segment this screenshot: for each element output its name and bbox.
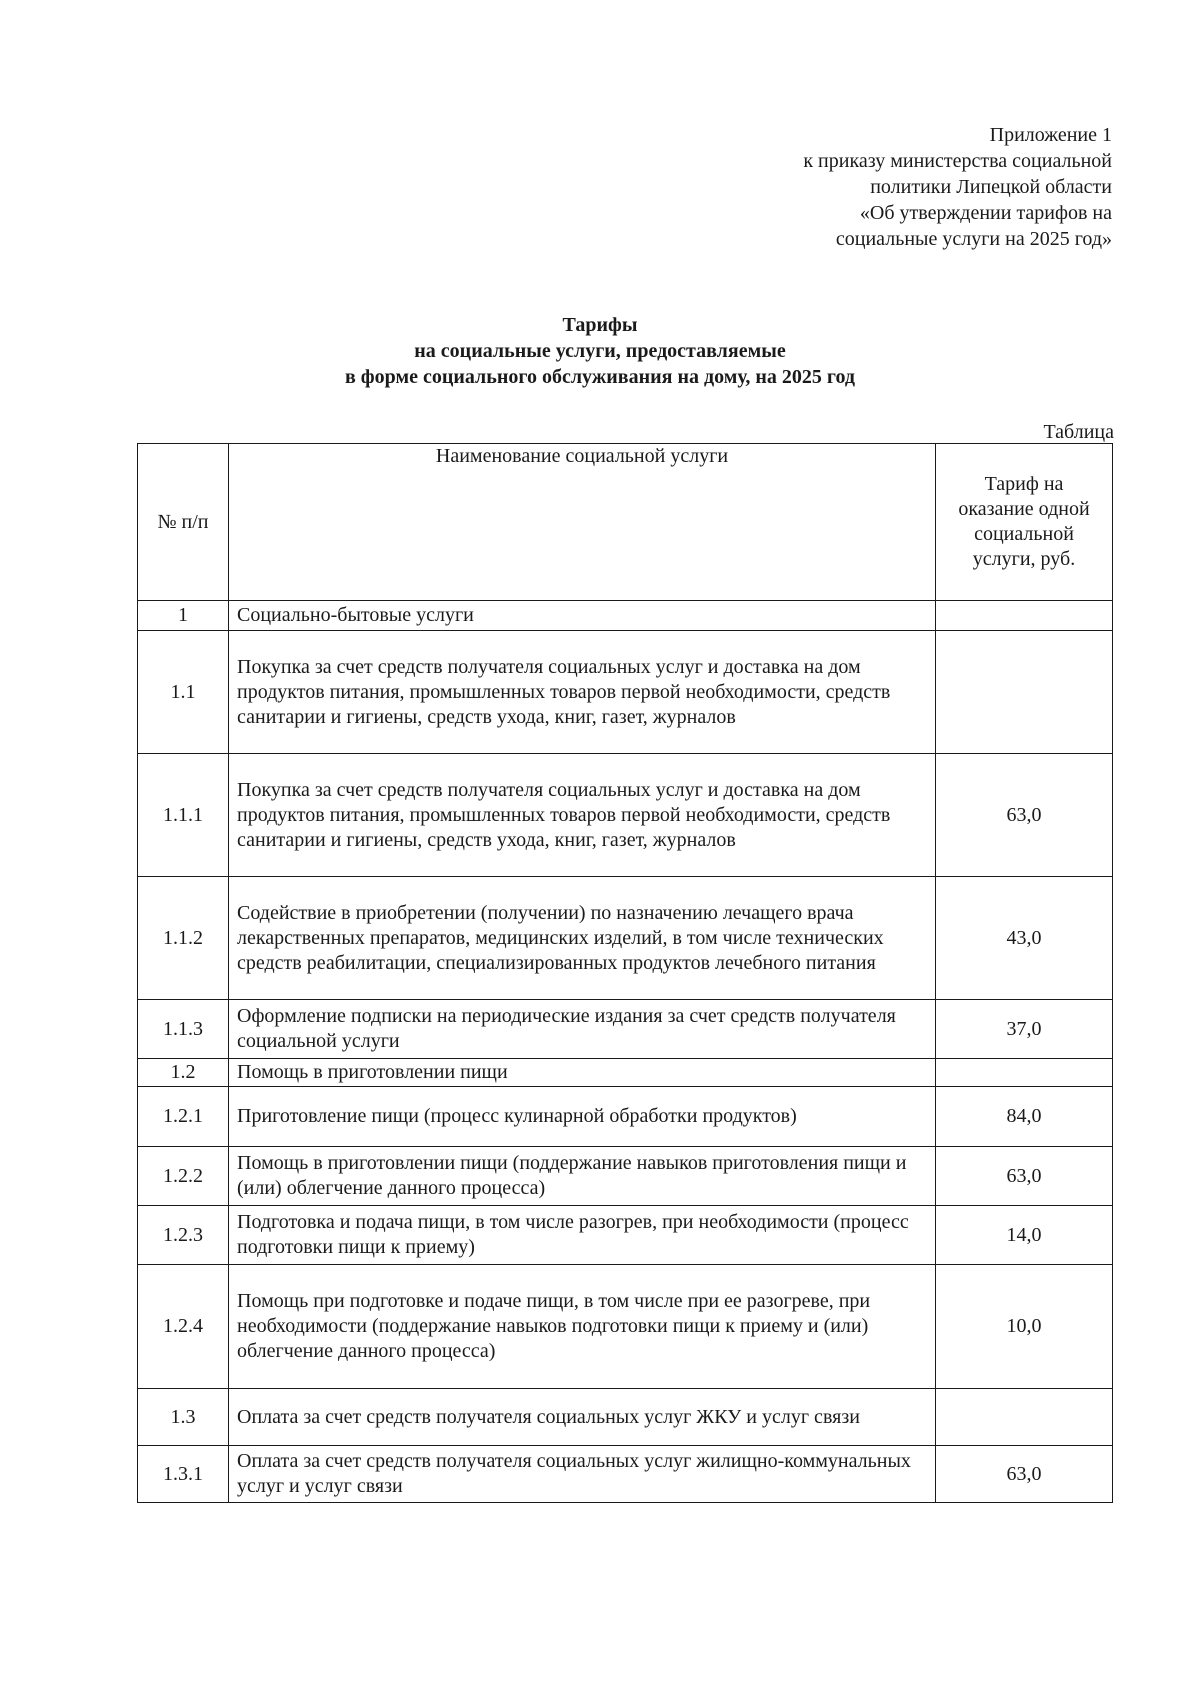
table-row — [138, 1206, 1113, 1265]
header-tariff-line: социальной — [974, 523, 1074, 545]
table-row — [138, 1389, 1113, 1446]
row-name: Социально-бытовые услуги — [229, 601, 936, 631]
table-header-row — [138, 444, 1113, 601]
row-num: 1.2.3 — [138, 1206, 229, 1265]
row-name: Покупка за счет средств получателя социальных услуг и доставка на дом продуктов питания, промышленных товаров первой необходимости, средств санитарии и гигиены, средств ухода, книг, газет, журналов — [229, 754, 936, 877]
table-row — [138, 601, 1113, 631]
row-num: 1.1.1 — [138, 754, 229, 877]
row-num: 1.1.2 — [138, 877, 229, 1000]
row-num: 1.2.1 — [138, 1087, 229, 1147]
header-tariff-line: услуги, руб. — [972, 548, 1076, 570]
table-row — [138, 1059, 1113, 1087]
row-tariff: 63,0 — [936, 1446, 1113, 1503]
row-tariff — [936, 601, 1113, 631]
table-caption: Таблица — [1043, 421, 1114, 443]
document-title — [0, 312, 1200, 390]
row-num: 1.1.3 — [138, 1000, 229, 1059]
header-tariff-line: Тариф на — [984, 473, 1064, 495]
row-num: 1.1 — [138, 631, 229, 754]
row-name: Содействие в приобретении (получении) по назначению лечащего врача лекарственных препаратов, медицинских изделий, в том числе технических средств реабилитации, специализированных продуктов лечебного питания — [229, 877, 936, 1000]
title-line-3: в форме социального обслуживания на дому, на 2025 год — [344, 366, 856, 388]
row-name: Оформление подписки на периодические издания за счет средств получателя социальной услуги — [229, 1000, 936, 1059]
header-name: Наименование социальной услуги — [229, 444, 936, 601]
row-name: Приготовление пищи (процесс кулинарной обработки продуктов) — [229, 1087, 936, 1147]
row-num: 1.3.1 — [138, 1446, 229, 1503]
title-line-2: на социальные услуги, предоставляемые — [414, 340, 786, 362]
row-name: Покупка за счет средств получателя социальных услуг и доставка на дом продуктов питания, промышленных товаров первой необходимости, средств санитарии и гигиены, средств ухода, книг, газет, журналов — [229, 631, 936, 754]
row-name: Помощь при подготовке и подаче пищи, в том числе при ее разогреве, при необходимости (поддержание навыков подготовки пищи к приему и (или) облегчение данного процесса) — [229, 1265, 936, 1389]
appendix-line: Приложение 1 — [989, 124, 1112, 146]
row-tariff: 43,0 — [936, 877, 1113, 1000]
row-num: 1 — [138, 601, 229, 631]
row-name: Помощь в приготовлении пищи (поддержание навыков приготовления пищи и (или) облегчение данного процесса) — [229, 1147, 936, 1206]
table-row — [138, 1446, 1113, 1503]
row-tariff: 63,0 — [936, 1147, 1113, 1206]
row-name: Оплата за счет средств получателя социальных услуг жилищно-коммунальных услуг и услуг связи — [229, 1446, 936, 1503]
table-row — [138, 1265, 1113, 1389]
row-tariff: 37,0 — [936, 1000, 1113, 1059]
header-tariff-line: оказание одной — [958, 498, 1090, 520]
row-tariff: 63,0 — [936, 754, 1113, 877]
appendix-line: социальные услуги на 2025 год» — [835, 228, 1112, 250]
row-num: 1.2.4 — [138, 1265, 229, 1389]
appendix-block — [592, 122, 1112, 252]
row-name: Подготовка и подача пищи, в том числе разогрев, при необходимости (процесс подготовки пищи к приему) — [229, 1206, 936, 1265]
row-tariff — [936, 1059, 1113, 1087]
header-tariff — [936, 444, 1113, 601]
table-row — [138, 631, 1113, 754]
row-num: 1.3 — [138, 1389, 229, 1446]
appendix-line: политики Липецкой области — [870, 176, 1112, 198]
row-num: 1.2 — [138, 1059, 229, 1087]
row-tariff — [936, 1389, 1113, 1446]
table-row — [138, 1087, 1113, 1147]
appendix-line: к приказу министерства социальной — [803, 150, 1112, 172]
row-num: 1.2.2 — [138, 1147, 229, 1206]
table-row — [138, 1147, 1113, 1206]
table-row — [138, 877, 1113, 1000]
title-line-1: Тарифы — [562, 314, 638, 336]
row-name: Оплата за счет средств получателя социальных услуг ЖКУ и услуг связи — [229, 1389, 936, 1446]
table-row — [138, 1000, 1113, 1059]
table-row — [138, 754, 1113, 877]
row-tariff — [936, 631, 1113, 754]
appendix-line: «Об утверждении тарифов на — [859, 202, 1112, 224]
row-tariff: 14,0 — [936, 1206, 1113, 1265]
header-num: № п/п — [138, 444, 229, 601]
row-tariff: 84,0 — [936, 1087, 1113, 1147]
row-name: Помощь в приготовлении пищи — [229, 1059, 936, 1087]
row-tariff: 10,0 — [936, 1265, 1113, 1389]
tariffs-table — [137, 443, 1113, 1503]
